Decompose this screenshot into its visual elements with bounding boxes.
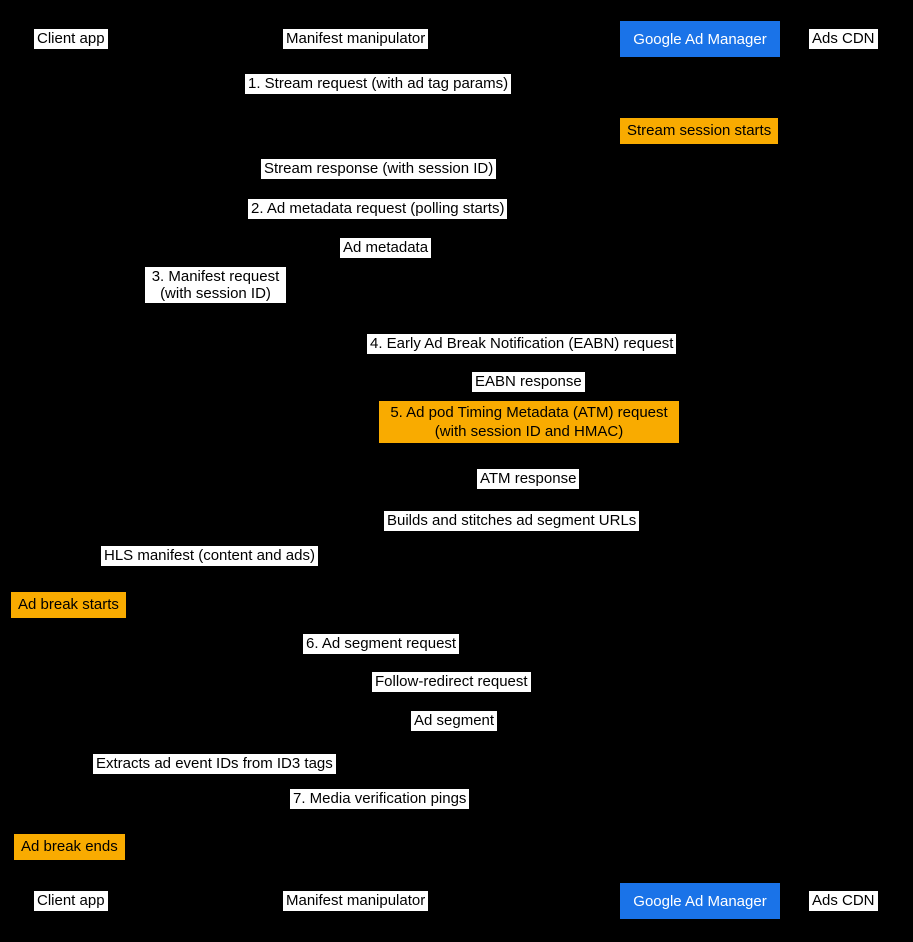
message-stream-response: Stream response (with session ID) [261, 159, 496, 179]
message-manifest-request [145, 267, 286, 303]
note-atm-request-line1: 5. Ad pod Timing Metadata (ATM) request [390, 404, 668, 421]
message-ad-segment: Ad segment [411, 711, 497, 731]
participant-manifest-manipulator-top: Manifest manipulator [283, 29, 428, 49]
message-eabn-request: 4. Early Ad Break Notification (EABN) request [367, 334, 676, 354]
participant-client-app-bottom: Client app [34, 891, 108, 911]
note-atm-request [379, 401, 679, 443]
message-manifest-request-line1: 3. Manifest request [151, 268, 280, 285]
message-eabn-response: EABN response [472, 372, 585, 392]
message-ad-metadata-request: 2. Ad metadata request (polling starts) [248, 199, 507, 219]
participant-ads-cdn-top: Ads CDN [809, 29, 878, 49]
participant-google-ad-manager-bottom: Google Ad Manager [620, 883, 780, 919]
message-stream-request: 1. Stream request (with ad tag params) [245, 74, 511, 94]
note-stream-session-starts: Stream session starts [620, 118, 778, 144]
note-atm-request-line2: (with session ID and HMAC) [434, 423, 624, 440]
action-extracts-ad-event-ids: Extracts ad event IDs from ID3 tags [93, 754, 336, 774]
participant-manifest-manipulator-bottom: Manifest manipulator [283, 891, 428, 911]
message-ad-segment-request: 6. Ad segment request [303, 634, 459, 654]
message-ad-metadata: Ad metadata [340, 238, 431, 258]
message-hls-manifest: HLS manifest (content and ads) [101, 546, 318, 566]
action-builds-and-stitches: Builds and stitches ad segment URLs [384, 511, 639, 531]
participant-client-app-top: Client app [34, 29, 108, 49]
participant-ads-cdn-bottom: Ads CDN [809, 891, 878, 911]
note-ad-break-starts: Ad break starts [11, 592, 126, 618]
message-follow-redirect-request: Follow-redirect request [372, 672, 531, 692]
message-manifest-request-line2: (with session ID) [160, 285, 271, 302]
message-atm-response: ATM response [477, 469, 579, 489]
participant-google-ad-manager-top: Google Ad Manager [620, 21, 780, 57]
note-ad-break-ends: Ad break ends [14, 834, 125, 860]
message-media-verification-pings: 7. Media verification pings [290, 789, 469, 809]
